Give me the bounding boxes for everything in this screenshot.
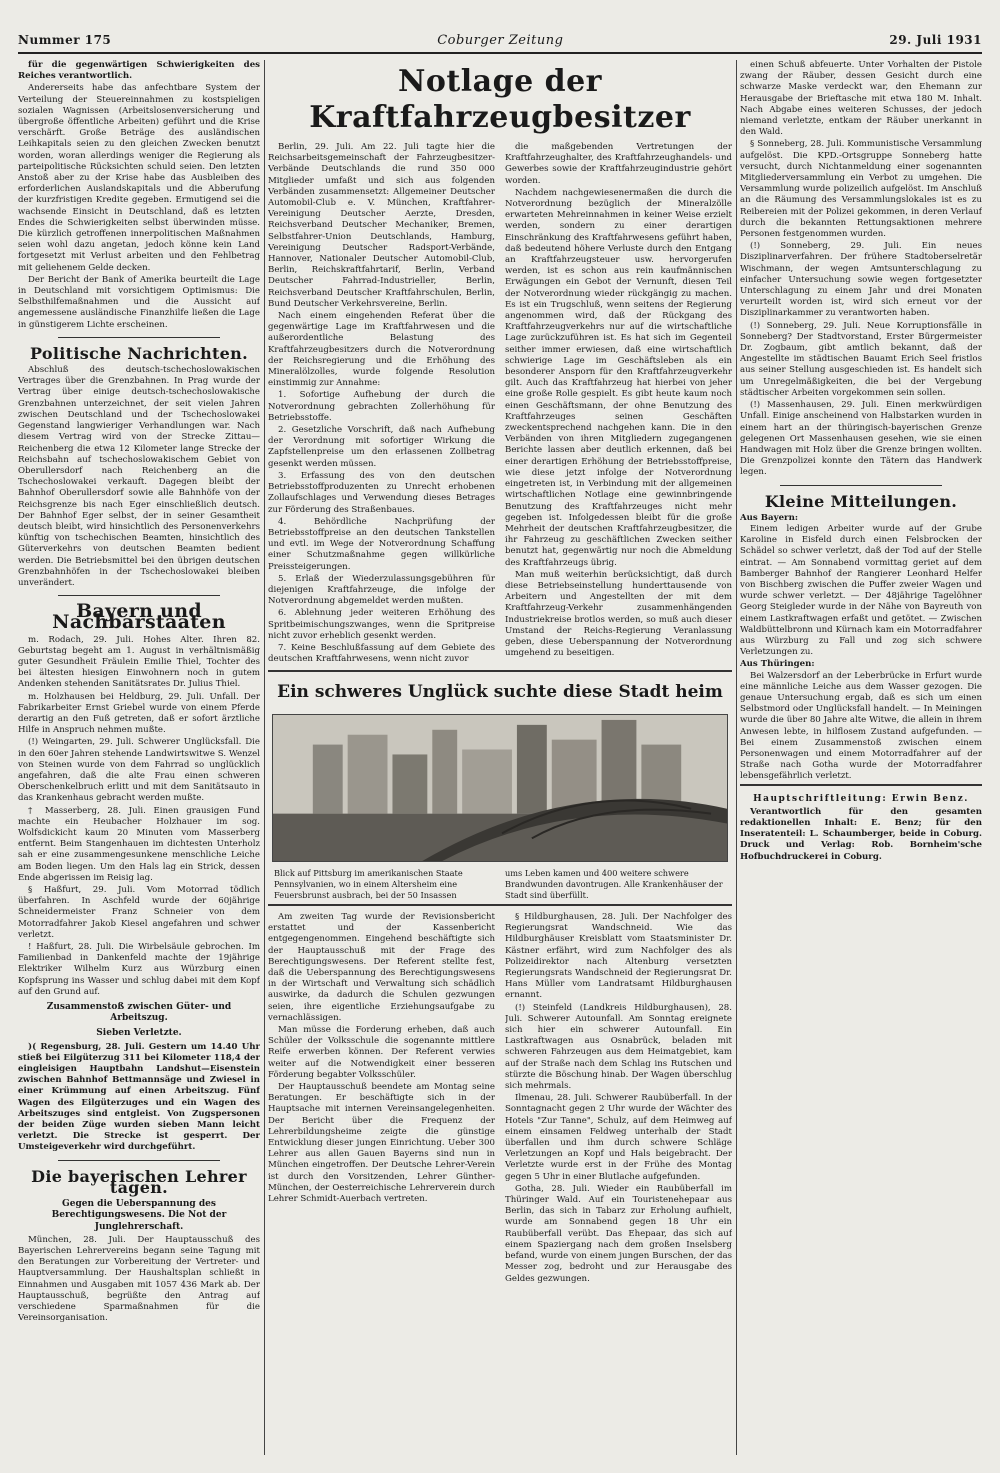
issue-date: 29. Juli 1931 (889, 33, 982, 47)
paragraph: 5. Erlaß der Wiederzulassungsgebühren für diejenigen Kraftfahrzeuge, die infolge der Notverordnung abgemeldet werden mußten. (268, 573, 495, 607)
section-heading-politik: Politische Nachrichten. (30, 343, 248, 363)
separator (58, 1160, 220, 1161)
paragraph: Nachdem nachgewiesenermaßen die durch die Notverordnung bezüglich der Mineralzölle erwarteten Mehreinnahmen in keiner Weise erzielt werden, sondern zu einer derartigen Einschränkung des Kraftfahrwesens geführt haben, daß bedeutend höhere Verluste durch den Entgang an Kraftfahrzeugsteuer usw. hervorgerufen werden, ist es schon aus rein kaufmännischen Erwägungen ein Gebot der Vernunft, diesen Teil der Notverordnung wieder rückgängig zu machen. Es ist ein Trugschluß, wenn seitens der Regierung angenommen wird, daß der Rückgang des Kraftfahrzeugverkehrs nur auf die wirtschaftliche Lage zurückzuführen ist. Es hat sich im Gegenteil seither immer erwiesen, daß eine wirtschaftlich schwierige Lage im Geschäftsleben als ein besonderer Ansporn für den Kraftfahrzeugverkehr gilt. Auch das Kraftfahrzeug hat hierbei von jeher eine große Rolle gespielt. Es gibt heute kaum noch einen Geschäftsmann, der ohne Benutzung des Kraftfahrzeuges seinen Geschäften zweckentsprechend nachgehen kann. Die in den Verbänden von ihren Mitgliedern zugegangenen Berichte lassen aber deutlich erkennen, daß bei einer derartigen Erhöhung der Betriebsstoffpreise, wie diese jetzt infolge der Notverordnung eingetreten ist, in Verbindung mit der allgemeinen wirtschaftlichen Notlage eine gewinnbringende Benutzung des Kraftfahrzeuges nicht mehr gegeben ist. Infolgedessen bleibt für die große Mehrheit der deutschen Kraftfahrzeugbesitzer, die ihr Fahrzeug zu geschäftlichen Zwecken seither benutzt hat, gegenwärtig nur noch die Abmeldung des Kraftfahrzeugs übrig. (505, 187, 732, 568)
paragraph: 7. Keine Beschlußfassung auf dem Gebiete des deutschen Kraftfahrwesens, wenn nicht zuvor (268, 642, 495, 665)
paragraph: § Sonneberg, 28. Juli. Kommunistische Versammlung aufgelöst. Die KPD.-Ortsgruppe Sonneberg hatte versucht, durch Nichtanmeldung einer sogenannten Mitgliederversammlung ein Verbot zu umgehen. Die Versammlung wurde polizeilich aufgelöst. Im Anschluß an die Räumung des Versammlungslokales ist es zu Reibereien mit der Polizei gekommen, in deren Verlauf durch die bekannten Rettungsaktionen mehrere Personen festgenommen wurden. (740, 139, 982, 240)
column-rule (264, 60, 265, 1455)
masthead (18, 30, 982, 50)
article-heading: Zusammenstoß zwischen Güter- und Arbeitszug. (46, 1002, 232, 1024)
masthead-rule (18, 52, 982, 54)
paragraph: Ilmenau, 28. Juli. Schwerer Raubüberfall. In der Sonntagnacht gegen 2 Uhr wurde der Wächter des Hotels "Zur Tanne", Schulz, auf dem Heimweg auf einem einsamen Feldweg unterhalb der Stadt überfallen und ihm durch schwere Schläge Verletzungen an Kopf und Hals beigebracht. Der Verletzte wurde erst in der Frühe des Montag gegen 5 Uhr in einer Blutlache aufgefunden. (505, 1093, 732, 1182)
paragraph: Bei Walzersdorf an der Leberbrücke in Erfurt wurde eine männliche Leiche aus dem Wasser gezogen. Die genaue Untersuchung ergab, daß es sich um einen Selbstmord oder Unglücksfall handelt. — In Meiningen wurde die über 80 Jahre alte Witwe, die allein in ihrem Anwesen lebte, in hilflosem Zustand aufgefunden. — Bei einem Zusammenstoß zwischen einem Personenwagen und einem Motorradfahrer auf der Straße nach Gotha wurde der Motorradfahrer lebensgefährlich verletzt. (740, 670, 982, 782)
column-left (18, 60, 260, 1455)
column-rule (736, 60, 737, 1455)
paragraph: für die gegenwärtigen Schwierigkeiten des Reiches verantwortlich. (18, 60, 260, 82)
paragraph: (!) Sonneberg, 29. Juli. Neue Korruptionsfälle in Sonneberg? Der Stadtvorstand, Erster Bürgermeister Dr. Zogbaum, gibt amtlich bekannt, daß der Angestellte im städtischen Bauamt Erich Seel fristlos aus seiner Stellung ausgeschieden ist. Es handelt sich um Unregelmäßigkeiten, die bei der Vergebung städtischer Arbeiten vorgekommen sein sollen. (740, 320, 982, 398)
paragraph: Am zweiten Tag wurde der Revisionsbericht erstattet und der Kassenbericht entgegengenommen. Eingehend beschäftigte sich der Hauptausschuß mit der Frage des Berechtigungswesens. Der Referent stellte fest, daß die Ueberspannung des Berechtigungswesens in der Wirtschaft und Verwaltung sich schädlich auswirke, da dadurch die Schulen gezwungen seien, ihre eigentliche Erziehungsaufgabe zu vernachlässigen. (268, 912, 495, 1023)
issue-number: Nummer 175 (18, 33, 112, 47)
caption-right: ums Leben kamen und 400 weitere schwere Brandwunden davontrugen. Alle Krankenhäuser der Stadt sind überfüllt. (505, 868, 723, 900)
paragraph: (!) Massenhausen, 29. Juli. Einen merkwürdigen Unfall. Einige anscheinend von Halbstarken wurden in einem hart an der thüringisch-bayerischen Grenze gelegenen Ort Massenhausen gesehen, wie sie einen Handwagen mit Holz über die Grenze bringen wollten. Die Grenzpolizei konnte den Tätern das Handwerk legen. (740, 400, 982, 478)
paragraph: (!) Steinfeld (Landkreis Hildburghausen), 28. Juli. Schwerer Autounfall. Am Sonntag ereignete sich hier ein schwerer Autounfall. Ein Lastkraftwagen aus Osnabrück, beladen mit schweren Fahrzeugen aus dem Heimatgebiet, kam auf der Straße nach dem Schlag ins Rutschen und stürzte die Böschung hinab. Der Wagen überschlug sich mehrmals. (505, 1002, 732, 1092)
main-article-col-left (268, 142, 495, 697)
paragraph: 1. Sofortige Aufhebung der durch die Notverordnung gebrachten Zollerhöhung für Betriebsstoffe. (268, 390, 495, 423)
paragraph: Abschluß des deutsch-tschechoslowakischen Vertrages über die Grenzbahnen. In Prag wurde der Vertrag über einige deutsch-tschechoslowakische Grenzbahnen unterzeichnet, der seit vielen Jahren zwischen Deutschland und der Tschechoslowakei Gegenstand langwieriger Verhandlungen war. Nach diesem Vertrag wird von der Strecke Zittau—Reichenberg die etwa 12 Kilometer lange Strecke der Reichsbahn auf tschechoslowakischem Gebiet von Oberullersdorf nach Reichenberg an die Tschechoslowakei verkauft. Dagegen bleibt der Bahnhof Oberullersdorf sowie alle Bahnhöfe von der Reichsgrenze bis nach Eger einschließlich deutsch. Der Bahnhof Eger selbst, der in seiner Gesamtheit deutsch bleibt, wird hinsichtlich des Personenverkehrs künftig von tschechischen Beamten, hinsichtlich des Güterverkehrs von deutschen Beamten bedient werden. Die Betriebsmittel bei den übrigen deutschen Grenzbahnhöfen in der Tschechoslowakei bleiben unverändert. (18, 365, 260, 588)
paragraph: Der Hauptausschuß beendete am Montag seine Beratungen. Er beschäftigte sich in der Hauptsache mit internen Vereinsangelegenheiten. Der Bericht über die Frequenz der Lehrerbildungsheime zeigte die günstige Entwicklung dieser jungen Einrichtung. Ueber 300 Lehrer aus allen Gauen Bayerns sind nun in München eingetroffen. Der Deutsche Lehrer-Verein ist durch den Vorsitzenden, Lehrer Günther-München, der Oesterreichische Lehrerverein durch Lehrer Schmidt-Auerbach vertreten. (268, 1082, 495, 1205)
paragraph: Gotha, 28. Juli. Wieder ein Raubüberfall im Thüringer Wald. Auf ein Touristenehepaar aus Berlin, das sich in Tabarz zur Erholung aufhielt, wurde am Sonnabend gegen 18 Uhr ein Raubüberfall verübt. Das Ehepaar, das sich auf einem Spaziergang nach dem großen Inselsberg befand, wurde von einem jungen Burschen, der das Messer zog, bedroht und zur Herausgabe des Geldes gezwungen. (505, 1183, 732, 1284)
paragraph: m. Holzhausen bei Heldburg, 29. Juli. Unfall. Der Fabrikarbeiter Ernst Griebel wurde von einem Pferde derartig an den Fuß getreten, daß er sofort ärztliche Hilfe in Anspruch nehmen mußte. (18, 691, 260, 736)
paragraph: 6. Ablehnung jeder weiteren Erhöhung des Spritbeimischungszwanges, wenn die Spritpreise nicht zuvor erheblich gesenkt werden. (268, 608, 495, 641)
paragraph: † Masserberg, 28. Juli. Einen grausigen Fund machte ein Heubacher Holzhauer im sog. Wolfsdickicht kaum 20 Minuten vom Masserberg entfernt. Beim Stangenhauen im dichtesten Unterholz sah er eine zusammengesunkene menschliche Leiche am Boden liegen. Um den Hals lag ein Strick, dessen Ende abgerissen im Reisig lag. (18, 805, 260, 883)
paragraph: München, 28. Juli. Der Hauptausschuß des Bayerischen Lehrervereins begann seine Tagung mit den Beratungen zur Vorbereitung der Vertreter- und Hauptversammlung. Der Haushaltsplan schließt in Einnahmen und Ausgaben mit 1057 436 Mark ab. Der Hauptausschuß, begrüßte den Antrag auf verschiedene Sparmaßnahmen für die Vereinsorganisation. (18, 1234, 260, 1324)
paragraph: 3. Erfassung des von den deutschen Betriebsstoffproduzenten zu Unrecht erhobenen Zollaufschlages und Verwendung dieses Betrages zur Förderung des Straßenbaues. (268, 470, 495, 515)
paragraph: m. Rodach, 29. Juli. Hohes Alter. Ihren 82. Geburtstag begeht am 1. August in verhältnismäßig guter Gesundheit Fräulein Emilie Thiel, Tochter des bei ältesten hiesigen Einwohnern noch in gutem Andenken stehenden Sanitätsrates Dr. Julius Thiel. (18, 634, 260, 690)
paragraph: § Hildburghausen, 28. Juli. Der Nachfolger des Regierungsrat Wandschneid. Wie das Hildburghäuser Kreisblatt vom Staatsminister Dr. Kästner erfährt, wird zum Nachfolger des als Polizeidirektor nach Altenburg versetzten Regierungsrats Wandschneid der Regierungsrat Dr. Hans Müller vom Landratsamt Hildburghausen ernannt. (505, 912, 732, 1001)
paragraph: Einem ledigen Arbeiter wurde auf der Grube Karoline in Eisfeld durch einen Felsbrocken der Schädel so schwer verletzt, daß der Tod auf der Stelle eintrat. — Am Sonnabend vormittag geriet auf dem Bamberger Bahnhof der Rangierer Leonhard Helfer von Bischberg zwischen die Puffer zweier Wagen und wurde schwer verletzt. — Der 48jährige Tagelöhner Georg Steigleder wurde in der Nähe von Bayreuth von einem Lastkraftwagen erfaßt und getötet. — Zwischen Waldbüttelbronn und Kürnach kam ein Motorradfahrer aus Würzburg zu Fall und zog sich schwere Verletzungen zu. (740, 523, 982, 658)
section-heading-bayern: Bayern und Nachbarstaaten (52, 600, 226, 634)
photo-feature (268, 670, 732, 906)
section-heading-lehrer: Die bayerischen Lehrer tagen. (31, 1166, 247, 1197)
paragraph: Man muß weiterhin berücksichtigt, daß durch diese Betriebseinstellung hunderttausende von Arbeitern und Angestellten der mit dem Kraftfahrzeug-Verkehr zusammenhängenden Industriekreise brotlos werden, so muß auch dieser Umstand der Reichs-Regierung Veranlassung geben, diese Ueberspannung der Notverordnung umgehend zu beseitigen. (505, 569, 732, 659)
main-article (268, 60, 732, 697)
region-heading: Aus Thüringen: (740, 659, 815, 670)
city-photo (272, 714, 728, 862)
paragraph: 4. Behördliche Nachprüfung der Betriebsstoffpreise an den deutschen Tankstellen und evtl. im Wege der Notverordnung Schaffung einer Schutzmaßnahme gegen willkürliche Preissteigerungen. (268, 516, 495, 572)
main-article-body (268, 142, 732, 697)
paragraph: Andererseits habe das anfechtbare System der Verteilung der Steuereinnahmen zu kostspieligen sozialen Wagnissen (Arbeitslosenversicherung und übergroße öffentliche Arbeiten) geführt und die Krise verschärft. Große Beträge des ausländischen Leihkapitals seien zu den gleichen Zwecken benutzt worden, woran allerdings weniger die Regierung als parteipolitische Rücksichten schuld seien. Den letzten Anstoß aber zu der Krise habe das Ausbleiben des erforderlichen Auslandskapitals und die Abberufung der kurzfristigen Kredite gegeben. Ermutigend sei die wachsende Einsicht in Deutschland, daß es letzten Endes die Schwierigkeiten selbst überwinden müsse. Die kürzlich getroffenen innerpolitischen Maßnahmen seien wohl dazu angetan, jedoch könne kein Land fortgesetzt mit Verlust arbeiten und den Fehlbetrag mit geliehenem Gelde decken. (18, 83, 260, 273)
paragraph: die maßgebenden Vertretungen der Kraftfahrzeughalter, des Kraftfahrzeughandels- und Gewerbes sowie der Kraftfahrzeugindustrie gehört worden. (505, 142, 732, 186)
city-bridge-image (273, 715, 727, 861)
paragraph: einen Schuß abfeuerte. Unter Vorhalten der Pistole zwang der Räuber, dessen Gesicht durch eine schwarze Maske verdeckt war, den Ehemann zur Herausgabe der Brieftasche mit etwa 180 M. Inhalt. Nach Abgabe eines weiteren Schusses, der jedoch niemand verletzte, entkam der Räuber unerkannt in den Wald. (740, 60, 982, 138)
paragraph: Man müsse die Forderung erheben, daß auch Schüler der Volksschule die sogenannte mittlere Reife erwerben können. Der Referent verwies weiter auf die Notwendigkeit einer besseren Förderung begabter Volksschüler. (268, 1025, 495, 1080)
paragraph: (!) Sonneberg, 29. Juli. Ein neues Disziplinarverfahren. Der frühere Stadtoberselretär Wischmann, der wegen Amtsunterschlagung zu einfacher Untersuchung sowie wegen fortgesetzter Unterschlagung zu einem Jahr und drei Monaten verurteilt worden ist, wird sich erneut vor der Disziplinarkammer zu verantworten haben. (740, 241, 982, 319)
paragraph: § Haßfurt, 29. Juli. Vom Motorrad tödlich überfahren. In Aschfeld wurde der 60jährige Schneidermeister Franz Schneier von dem Motorradfahrer Jakob Kiesel angefahren und schwer verletzt. (18, 885, 260, 940)
section-heading-kleine: Kleine Mitteilungen. (764, 491, 958, 511)
article-subheading: Gegen die Ueberspannung des Berechtigungswesens. Die Not der Junglehrerschaft. (51, 1199, 227, 1232)
lower-col-left (268, 912, 495, 1457)
photo-headline: Ein schweres Unglück suchte diese Stadt heim (277, 682, 723, 702)
main-article-col-right (505, 142, 732, 697)
region-heading: Aus Bayern: (740, 512, 798, 523)
separator (58, 337, 220, 338)
impressum-title: Hauptschriftleitung: Erwin Benz. (753, 793, 969, 804)
photo-caption (274, 868, 726, 901)
paragraph: ! Haßfurt, 28. Juli. Die Wirbelsäule gebrochen. Im Familienbad in Dankenfeld machte der 19jährige Elektriker Wilhelm Kurz aus Würzburg einen Kopfsprung ins Wasser und schlug dabei mit dem Kopf auf den Grund auf. (18, 942, 260, 997)
separator (58, 595, 220, 596)
article-subheading: Sieben Verletzte. (96, 1028, 182, 1039)
lower-col-right (505, 912, 732, 1457)
paragraph: )( Regensburg, 28. Juli. Gestern um 14.40 Uhr stieß bei Eilgüterzug 311 bei Kilometer 118,4 der eingleisigen Hauptbahn Landshut—Eisenstein zwischen Bahnhof Bettmannsäge und Zwiesel in einer Krümmung auf einen Arbeitszug. Fünf Wagen des Eilgüterzuges und ein Wagen des Arbeitszuges sind entgleist. Von Zugspersonen der beiden Züge wurden sieben Mann leicht verletzt. Die Strecke ist gesperrt. Der Umsteigeverkehr wird durchgeführt. (18, 1041, 260, 1153)
column-right (740, 60, 982, 1455)
paragraph: Der Bericht der Bank of Amerika beurteilt die Lage in Deutschland mit vorsichtigem Optimismus: Die Selbsthilfemaßnahmen und die Aussicht auf angemessene ausländische Finanzhilfe ließen die Lage in günstigerem Lichte erscheinen. (18, 274, 260, 330)
caption-left: Blick auf Pittsburg im amerikanischen Staate Pennsylvanien, wo in einem Altersheim eine Feuersbrunst ausbrach, bei der 50 Insassen (274, 868, 463, 900)
main-headline: Notlage der Kraftfahrzeugbesitzer (309, 64, 691, 135)
paragraph: 2. Gesetzliche Vorschrift, daß nach Aufhebung der Verordnung mit sofortiger Wirkung die Zapfstellenpreise um den erlassenen Zollbetrag gesenkt werden müssen. (268, 425, 495, 469)
impressum-text: Verantwortlich für den gesamten redaktionellen Inhalt: E. Benz; für den Inseratenteil: L. Schaumberger, beide in Coburg. Druck und Verlag: Rob. Bornheim'sche Hofbuchdruckerei in Coburg. (740, 806, 982, 862)
paragraph: Nach einem eingehenden Referat über die gegenwärtige Lage im Kraftfahrwesen und die außerordentliche Belastung des Kraftfahrzeugbesitzers durch die Notverordnung der Reichsregierung und die Erhöhung des Mineralölzolles, wurde folgende Resolution einstimmig zur Annahme: (268, 311, 495, 389)
impressum (740, 784, 982, 863)
paragraph: (!) Weingarten, 29. Juli. Schwerer Unglücksfall. Die in den 60er Jahren stehende Landwirtswitwe S. Wenzel von Steinen wurde von dem Fahrrad so unglücklich angefahren, daß die alte Frau einen schweren Oberschenkelbruch erlitt und mit dem Sanitätsauto in das Krankenhaus gebracht werden mußte. (18, 737, 260, 804)
paragraph: Berlin, 29. Juli. Am 22. Juli tagte hier die Reichsarbeitsgemeinschaft der Fahrzeugbesitzer-Verbände Deutschlands die rund 350 000 Mitglieder umfaßt und sich aus folgenden Verbänden zusammensetzt: Allgemeiner Deutscher Automobil-Club e. V. München, Kraftfahrer-Vereinigung Deutscher Aerzte, Dresden, Reichsverband Deutscher Mechaniker, Bremen, Selbstfahrer-Union Deutschlands, Hamburg, Vereinigung Deutscher Radsport-Verbände, Hannover, Nationaler Deutscher Automobil-Club, Berlin, Reichskraftfahrtarif, Berlin, Verband Deutscher Fahrrad-Industrieller, Berlin, Reichsverband Deutscher Kraftfahrschulen, Berlin, Bund Deutscher Verkehrsvereine, Berlin. (268, 142, 495, 309)
lower-articles (268, 912, 732, 1457)
newspaper-title: Coburger Zeitung (437, 32, 564, 48)
separator (780, 485, 942, 486)
